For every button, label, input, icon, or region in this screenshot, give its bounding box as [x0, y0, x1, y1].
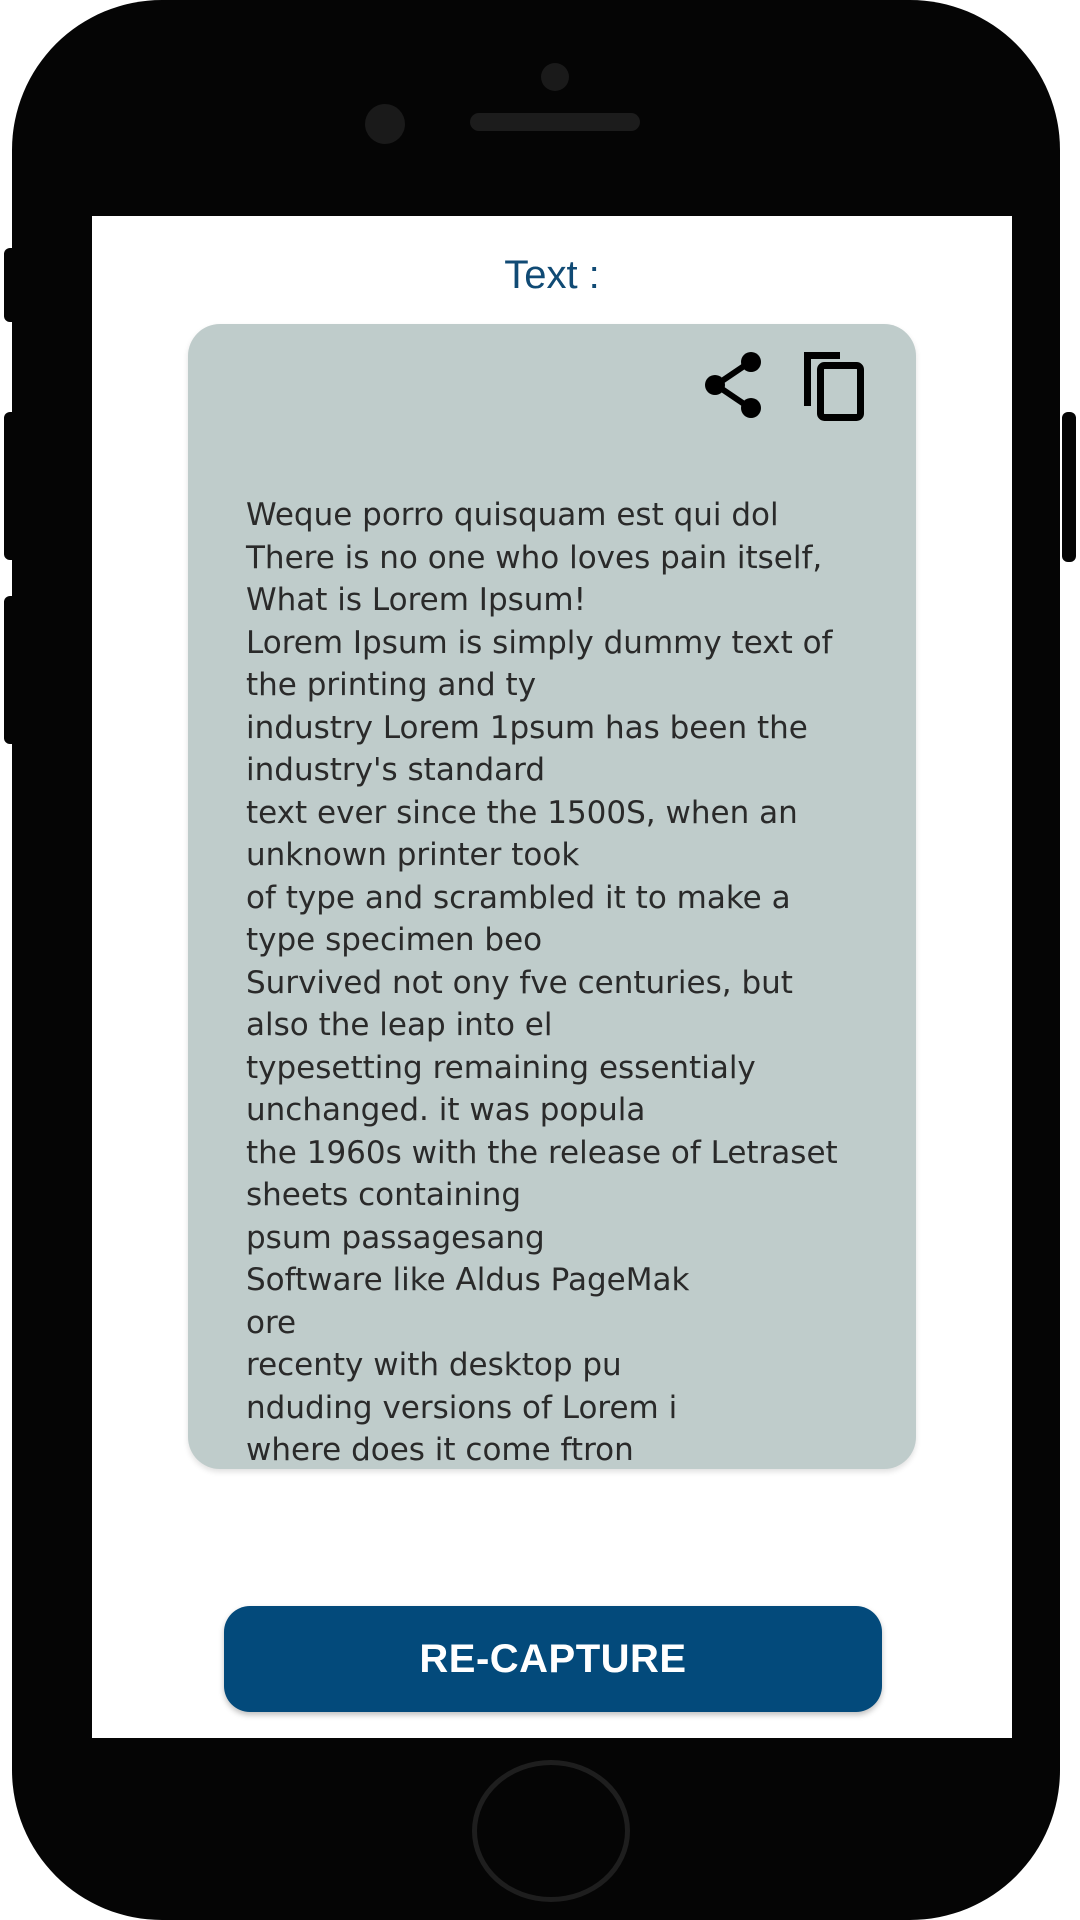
text-line: There is no one who loves pain itself, — [246, 539, 823, 576]
text-line: ore — [246, 1304, 297, 1341]
phone-frame — [12, 0, 1060, 1920]
text-line: text ever since the 1500S, when an — [246, 794, 798, 831]
text-line: where does it come ftron — [246, 1432, 634, 1468]
text-line: Software like Aldus PageMak — [246, 1262, 690, 1298]
home-button[interactable] — [472, 1760, 630, 1902]
front-camera — [541, 63, 569, 91]
text-line: sheets containing — [246, 1177, 522, 1213]
text-line: also the leap into el — [246, 1007, 553, 1043]
scanned-text-card — [188, 324, 916, 1469]
power-button — [1062, 412, 1076, 562]
page-title: Text : — [504, 253, 600, 297]
text-line: industry Lorem 1psum has been the — [246, 709, 808, 746]
earpiece-speaker — [470, 113, 640, 131]
copy-icon[interactable] — [798, 348, 866, 424]
text-line: psum passagesang — [246, 1219, 545, 1256]
text-line: unknown printer took — [246, 837, 580, 873]
text-line: nduding versions of Lorem i — [246, 1389, 678, 1426]
text-line: What is Lorem Ipsum! — [246, 582, 587, 618]
text-line: recenty with desktop pu — [246, 1347, 622, 1383]
scanned-text — [246, 494, 886, 1472]
text-line: industry's standard — [246, 752, 546, 788]
text-line: unchanged. it was popula — [246, 1092, 646, 1128]
text-line: typesetting remaining essentialy — [246, 1049, 756, 1086]
text-line: Survived not ony fve centuries, but — [246, 964, 793, 1001]
text-line: type specimen beo — [246, 922, 543, 958]
text-line: the printing and ty — [246, 667, 537, 703]
text-line: Weque porro quisquam est qui dol — [246, 497, 779, 533]
recapture-button[interactable]: RE-CAPTURE — [224, 1606, 882, 1712]
share-icon-graphic — [702, 350, 766, 420]
proximity-sensor — [365, 104, 405, 144]
share-icon[interactable] — [702, 350, 766, 420]
copy-icon-graphic — [798, 348, 866, 424]
app-screen — [92, 216, 1012, 1738]
text-line: of type and scrambled it to make a — [246, 879, 791, 916]
text-line: Lorem Ipsum is simply dummy text of — [246, 624, 833, 661]
text-line: the 1960s with the release of Letraset — [246, 1134, 838, 1171]
